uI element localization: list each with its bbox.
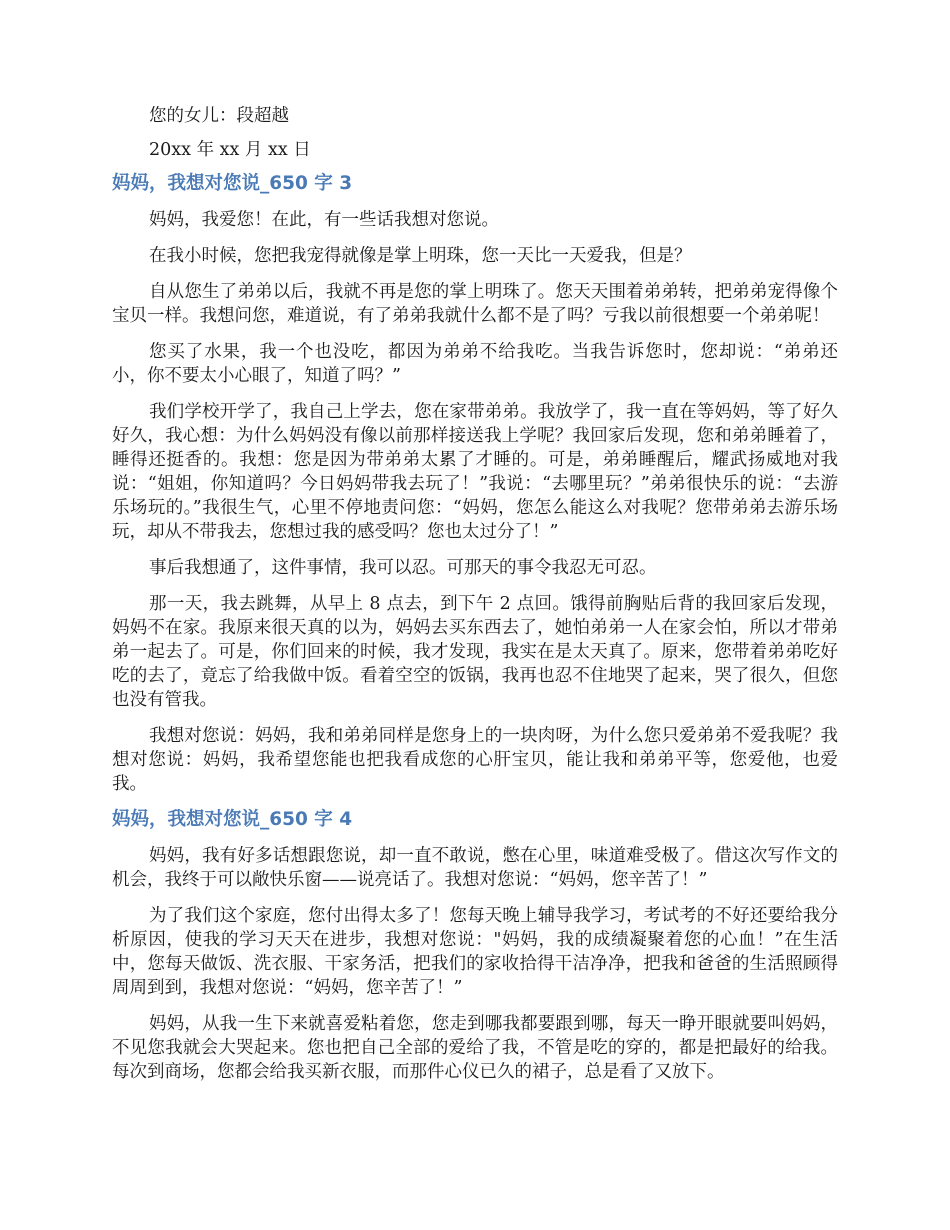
paragraph: 事后我想通了，这件事情，我可以忍。可那天的事令我忍无可忍。	[149, 558, 657, 578]
section-heading: 妈妈，我想对您说_650 字 3	[112, 173, 353, 194]
paragraph: 您买了水果，我一个也没吃，都因为弟弟不给我吃。当我告诉您时，您却说：“弟弟还小，你不要太小心眼了，知道了吗？”	[112, 342, 838, 386]
signature-date: 20xx 年 xx 月 xx 日	[149, 140, 311, 160]
paragraph: 妈妈，从我一生下来就喜爱粘着您，您走到哪我都要跟到哪，每天一睁开眼就要叫妈妈，不见您我就会大哭起来。您也把自己全部的爱给了我，不管是吃的穿的，都是把最好的给我。每次到商场，您都会给我买新衣服，而那件心仪已久的裙子，总是看了又放下。	[112, 1014, 838, 1082]
paragraph: 我想对您说：妈妈，我和弟弟同样是您身上的一块肉呀，为什么您只爱弟弟不爱我呢？我想对您说：妈妈，我希望您能也把我看成您的心肝宝贝，能让我和弟弟平等，您爱他，也爱我。	[112, 726, 838, 794]
section-4	[112, 808, 838, 1084]
paragraph: 自从您生了弟弟以后，我就不再是您的掌上明珠了。您天天围着弟弟转，把弟弟宠得像个宝贝一样。我想问您，难道说，有了弟弟我就什么都不是了吗？亏我以前很想要一个弟弟呢！	[112, 282, 838, 326]
paragraph: 在我小时候，您把我宠得就像是掌上明珠，您一天比一天爱我，但是？	[149, 246, 692, 266]
paragraph: 那一天，我去跳舞，从早上 8 点去，到下午 2 点回。饿得前胸贴后背的我回家后发现，妈妈不在家。我原来很天真的以为，妈妈去买东西去了，她怕弟弟一人在家会怕，所以才带弟弟一起去了。可是，你们回来的时候，我才发现，我实在是太天真了。原来，您带着弟弟吃好吃的去了，竟忘了给我做中饭。看着空空的饭锅，我再也忍不住地哭了起来，哭了很久，但您也没有管我。	[112, 594, 838, 710]
paragraph: 为了我们这个家庭，您付出得太多了！您每天晚上辅导我学习，考试考的不好还要给我分析原因，使我的学习天天在进步，我想对您说："妈妈，我的成绩凝聚着您的心血！”在生活中，您每天做饭、洗衣服、干家务活，把我们的家收拾得干洁净净，把我和爸爸的生活照顾得周周到到，我想对您说：“妈妈，您辛苦了！”	[112, 906, 838, 998]
signature-from: 您的女儿：段超越	[149, 106, 289, 126]
paragraph: 妈妈，我有好多话想跟您说，却一直不敢说，憋在心里，味道难受极了。借这次写作文的机会，我终于可以敞快乐窗——说亮话了。我想对您说：“妈妈，您辛苦了！”	[112, 846, 838, 890]
paragraph: 妈妈，我爱您！在此，有一些话我想对您说。	[149, 210, 499, 230]
section-heading: 妈妈，我想对您说_650 字 4	[112, 809, 353, 830]
paragraph: 我们学校开学了，我自己上学去，您在家带弟弟。我放学了，我一直在等妈妈，等了好久好久，我心想：为什么妈妈没有像以前那样接送我上学呢？我回家后发现，您和弟弟睡着了，睡得还挺香的。我想：您是因为带弟弟太累了才睡的。可是，弟弟睡醒后，耀武扬威地对我说：“姐姐，你知道吗？今日妈妈带我去玩了！”我说：“去哪里玩？”弟弟很快乐的说：“去游乐场玩的。”我很生气，心里不停地责问您：“妈妈，您怎么能这么对我呢？您带弟弟去游乐场玩，却从不带我去，您想过我的感受吗？您也太过分了！”	[112, 402, 838, 542]
section-3	[112, 172, 838, 796]
